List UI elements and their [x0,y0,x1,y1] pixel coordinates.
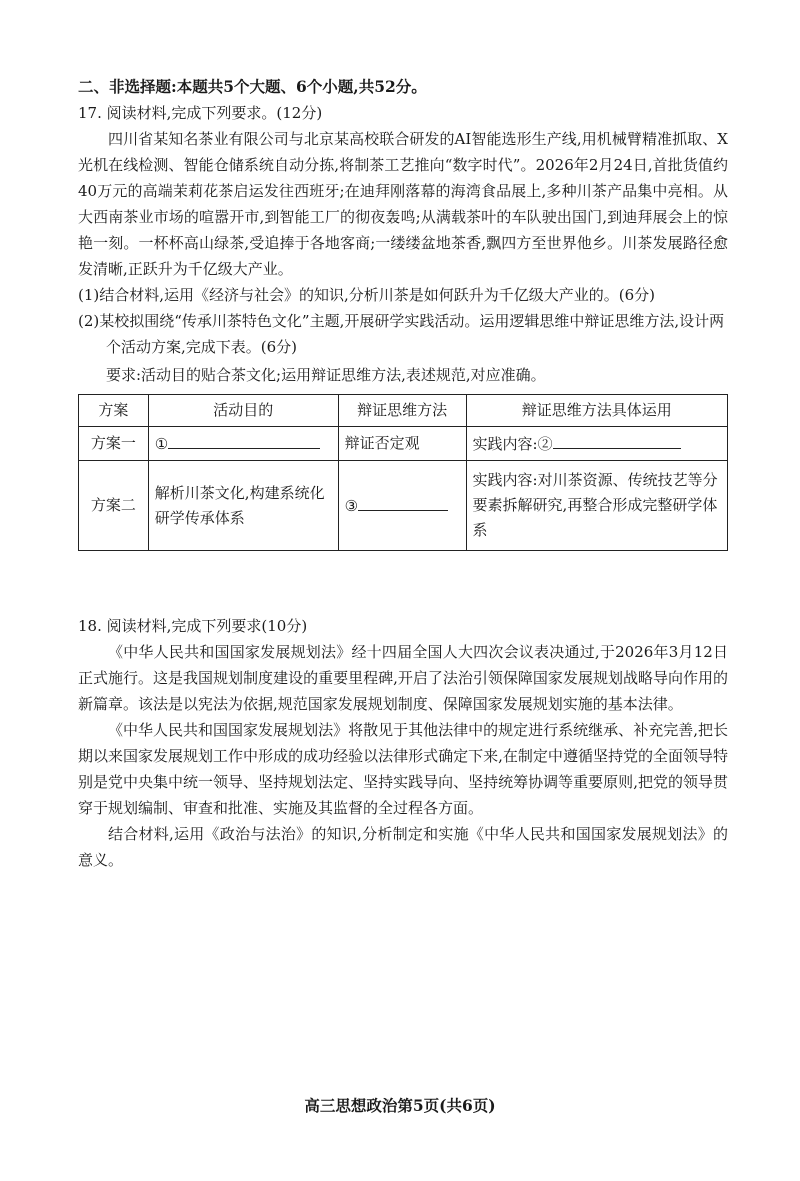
question-18-para1: 《中华人民共和国国家发展规划法》经十四届全国人大四次会议表决通过,于2026年3月12日正式施行。这是我国规划制度建设的重要里程碑,开启了法治引领保障国家发展规划战略导向作用的新篇章。该法是以宪法为依据,规范国家发展规划制度、保障国家发展规划实施的基本法律。 [78,643,728,713]
header-goal: 活动目的 [148,395,338,427]
row2-plan: 方案二 [79,461,149,551]
page-footer: 高三思想政治第5页(共6页) [304,1096,496,1115]
question-18-para2: 《中华人民共和国国家发展规划法》将散见于其他法律中的规定进行系统继承、补充完善,把长期以来国家发展规划工作中形成的成功经验以法律形式确定下来,在制定中遵循坚持党的全面领导特别是党中央集中统一领导、坚持规划法定、坚持实践导向、坚持统筹协调等重要原则,把党的领导贯穿于规划编制、审查和批准、实施及其监督的全过程各方面。 [78,721,728,817]
row1-usage-cell [466,427,727,461]
table-row [79,427,728,461]
row1-method: 辩证否定观 [338,427,466,461]
row2-goal: 解析川茶文化,构建系统化研学传承体系 [148,461,338,551]
question-17-material: 四川省某知名茶业有限公司与北京某高校联合研发的AI智能选形生产线,用机械臂精准抓取、X光机在线检测、智能仓储系统自动分拣,将制茶工艺推向“数字时代”。2026年2月24日,首批货值约40万元的高端茉莉花茶启运发往西班牙;在迪拜刚落幕的海湾食品展上,多种川茶产品集中亮相。从大西南茶业市场的喧嚣开市,到智能工厂的彻夜轰鸣;从满载茶叶的车队驶出国门,到迪拜展会上的惊艳一刻。一杯杯高山绿茶,受追捧于各地客商;一缕缕盆地茶香,飘四方至世界他乡。川茶发展路径愈发清晰,正跃升为千亿级大产业。 [78,130,728,278]
question-17-sub1: (1)结合材料,运用《经济与社会》的知识,分析川茶是如何跃升为千亿级大产业的。(6分) [78,286,656,304]
table-row [79,461,728,551]
question-18-head: 18. 阅读材料,完成下列要求(10分) [78,617,308,635]
row1-usage-prefix: 实践内容: [472,434,538,453]
row2-usage: 实践内容:对川茶资源、传统技艺等分要素拆解研究,再整合形成完整研学体系 [466,461,727,551]
question-17-sub2: (2)某校拟围绕“传承川茶特色文化”主题,开展研学实践活动。运用逻辑思维中辩证思维方法,设计两个活动方案,完成下表。(6分) [78,312,725,356]
header-plan: 方案 [79,395,149,427]
question-17-head: 17. 阅读材料,完成下列要求。(12分) [78,104,323,122]
question-18-task: 结合材料,运用《政治与法治》的知识,分析制定和实施《中华人民共和国国家发展规划法》的意义。 [78,825,728,869]
activity-plan-table [78,394,728,551]
row2-method-cell [338,461,466,551]
row2-method-blank[interactable] [358,493,448,511]
row1-goal-cell [148,427,338,461]
exam-page [78,74,728,873]
row2-method-marker: ③ [344,496,359,515]
table-header-row [79,395,728,427]
header-method: 辩证思维方法 [338,395,466,427]
row1-goal-marker: ① [154,434,169,453]
row1-usage-marker: ② [537,434,553,453]
section-title: 二、非选择题:本题共5个大题、6个小题,共52分。 [78,77,427,96]
row1-plan: 方案一 [79,427,149,461]
question-17-requirement: 要求:活动目的贴合茶文化;运用辩证思维方法,表述规范,对应准确。 [106,366,546,384]
header-usage: 辩证思维方法具体运用 [466,395,727,427]
row1-usage-blank[interactable] [553,431,681,449]
row1-goal-blank[interactable] [168,431,320,449]
